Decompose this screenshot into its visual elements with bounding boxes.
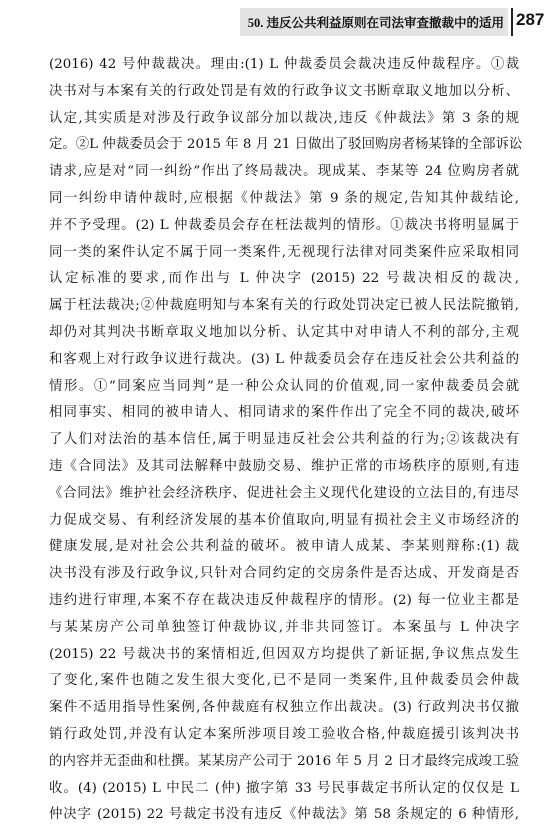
text-line: 属于枉法裁决;②仲裁庭明知与本案有关的行政处罚决定已被人民法院撤销,: [49, 298, 519, 314]
text-line: 情形。①“同案应当同判”是一种公众认同的价值观,同一家仲裁委员会就: [49, 378, 519, 394]
text-line: 与某某房产公司单独签订仲裁协议,并非共同签订。本案虽与 L 仲决字: [49, 619, 519, 635]
text-line: 决书对与本案有关的行政处罚是有效的行政争议文书断章取义地加以分析、: [49, 83, 519, 99]
text-line: 力促成交易、有利经济发展的基本价值取向,明显有损社会主义市场经济的: [49, 512, 519, 528]
text-line: 认定,其实质是对涉及行政争议部分加以裁决,违反《仲裁法》第 3 条的规: [49, 110, 519, 126]
body-text: [49, 52, 523, 829]
chapter-title: 50. 违反公共利益原则在司法审查撤裁中的适用: [247, 16, 504, 30]
text-line: 销行政处罚,并没有认定本案所涉项目竣工验收合格,仲裁庭援引该判决书: [49, 726, 519, 742]
text-line: 请求,应是对“同一纠纷”作出了终局裁决。现成某、李某等 24 位购房者就: [49, 164, 519, 180]
text-line: 认定标准的要求,而作出与 L 仲决字 (2015) 22 号裁决相反的裁决,: [49, 271, 519, 287]
text-line: 违约进行审理,本案不存在裁决违反仲裁程序的情形。(2) 每一位业主都是: [49, 592, 519, 608]
page-number: 287: [516, 10, 545, 29]
text-line: 收。(4) (2015) L 中民二 (仲) 撤字第 33 号民事裁定书所认定的仅仅是 L: [49, 780, 519, 796]
text-line: 仲决字 (2015) 22 号裁定书没有违反《仲裁法》第 58 条规定的 6 种情形,: [49, 807, 519, 823]
text-line: 了人们对法治的基本信任,属于明显违反社会公共利益的行为;②该裁决有: [49, 432, 519, 448]
text-line: 决书没有涉及行政争议,只针对合同约定的交房条件是否达成、开发商是否: [49, 566, 519, 582]
text-line: 《合同法》维护社会经济秩序、促进社会主义现代化建设的立法目的,有违尽: [49, 485, 519, 501]
text-line: 并不予受理。(2) L 仲裁委员会存在枉法裁判的情形。①裁决书将明显属于: [49, 217, 519, 233]
text-line: 相同事实、相同的被申请人、相同请求的案件作出了完全不同的裁决,破坏: [49, 405, 519, 421]
text-line: (2015) 22 号裁决书的案情相近,但因双方均提供了新证据,争议焦点发生: [49, 646, 519, 662]
text-line: 同一纠纷申请仲裁时,应根据《仲裁法》第 9 条的规定,告知其仲裁结论,: [49, 190, 519, 206]
text-line: 同一类的案件认定不属于同一类案件,无视现行法律对同类案件应采取相同: [49, 244, 519, 260]
text-line: 和客观上对行政争议进行裁决。(3) L 仲裁委员会存在违反社会公共利益的: [49, 351, 519, 367]
text-line: 的内容并无歪曲和杜撰。某某房产公司于 2016 年 5 月 2 日才最终完成竣工验: [49, 753, 519, 769]
text-line: 了变化,案件也随之发生很大变化,已不是同一类案件,且仲裁委员会仲裁: [49, 673, 519, 689]
text-line: 违《合同法》及其司法解释中鼓励交易、维护正常的市场秩序的原则,有违: [49, 458, 519, 474]
text-line: 却仍对其判决书断章取义地加以分析、认定其中对申请人不利的部分,主观: [49, 324, 519, 340]
header-divider: [511, 8, 513, 36]
text-line: (2016) 42 号仲裁裁决。理由:(1) L 仲裁委员会裁决违反仲裁程序。①裁: [49, 57, 519, 72]
text-line: 健康发展,是对社会公共利益的破坏。被申请人成某、李某则辩称:(1) 裁: [49, 539, 519, 555]
page-header: [0, 0, 558, 38]
text-line: 案件不适用指导性案例,各仲裁庭有权独立作出裁决。(3) 行政判决书仅撤: [49, 700, 519, 716]
text-line: 定。②L 仲裁委员会于 2015 年 8 月 21 日做出了驳回购房者杨某锋的全部诉讼: [49, 137, 523, 153]
